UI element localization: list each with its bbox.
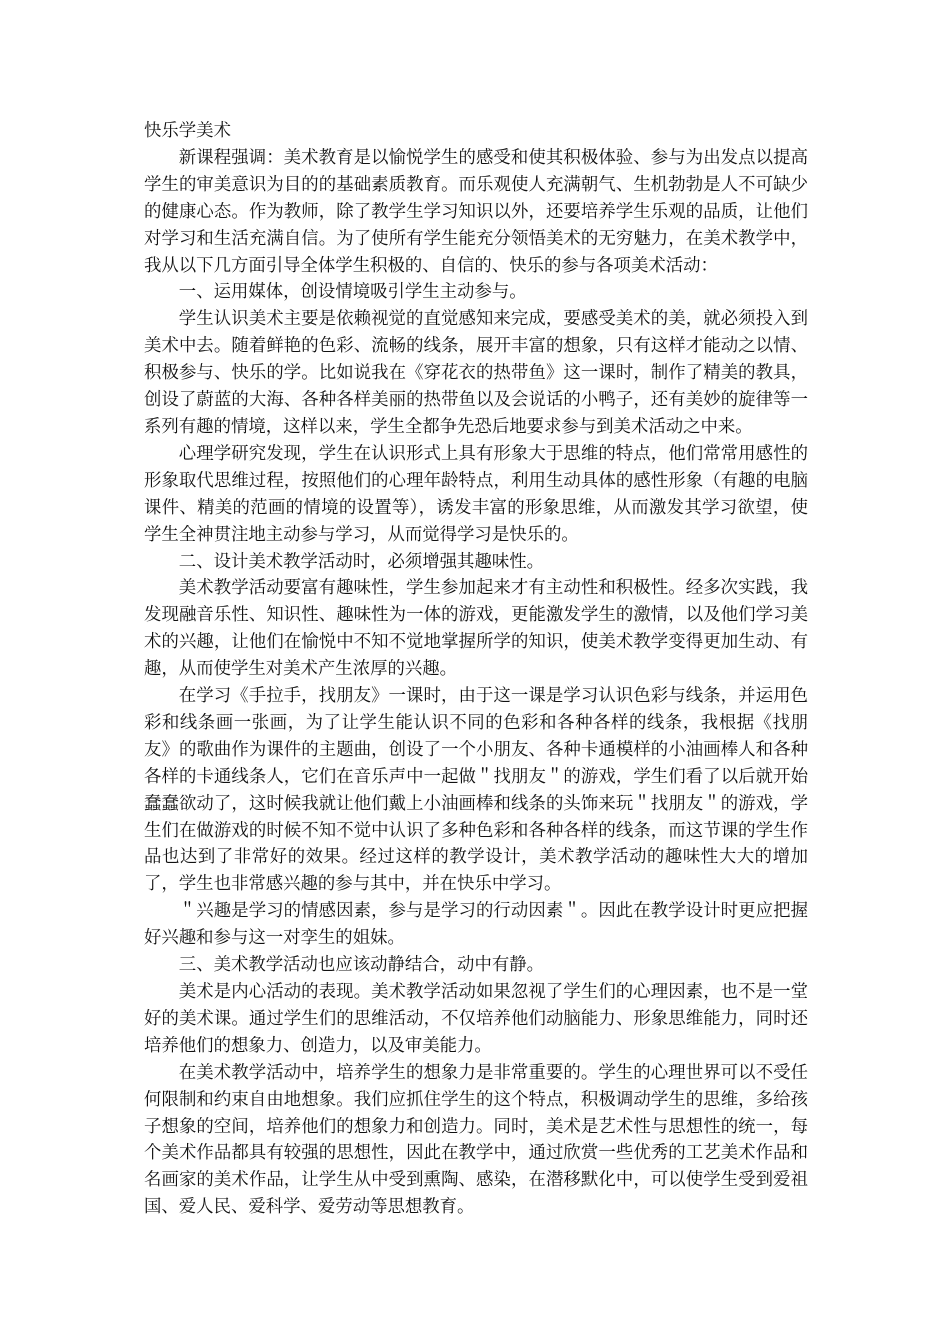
paragraph-imagination: 在美术教学活动中，培养学生的想象力是非常重要的。学生的心理世界可以不受任何限制和约束自由地想象。我们应抓住学生的这个特点，积极调动学生的思维，多给孩子想象的空间，培养他们的想象力和创造力。同时，美术是艺术性与思想性的统一，每个美术作品都具有较强的思想性，因此在教学中，通过欣赏一些优秀的工艺美术作品和名画家的美术作品，让学生从中受到熏陶、感染，在潜移默化中，可以使学生受到爱祖国、爱人民、爱科学、爱劳动等思想教育。 bbox=[144, 1062, 808, 1218]
paragraph-find-friends: 在学习《手拉手，找朋友》一课时，由于这一课是学习认识色彩与线条，并运用色彩和线条画一张画，为了让学生能认识不同的色彩和各种各样的线条，我根据《找朋友》的歌曲作为课件的主题曲，创设了一个小朋友、各种卡通模样的小油画棒人和各种各样的卡通线条人，它们在音乐声中一起做＂找朋友＂的游戏，学生们看了以后就开始蠢蠢欲动了，这时候我就让他们戴上小油画棒和线条的头饰来玩＂找朋友＂的游戏，学生们在做游戏的时候不知不觉中认识了多种色彩和各种各样的线条，而这节课的学生作品也达到了非常好的效果。经过这样的教学设计，美术教学活动的趣味性大大的增加了，学生也非常感兴趣的参与其中，并在快乐中学习。 bbox=[144, 686, 808, 895]
paragraph-inner-activity: 美术是内心活动的表现。美术教学活动如果忽视了学生们的心理因素，也不是一堂好的美术课。通过学生们的思维活动，不仅培养他们动脑能力、形象思维能力，同时还培养他们的想象力、创造力，以及审美能力。 bbox=[144, 982, 808, 1056]
paragraph-fun: 美术教学活动要富有趣味性，学生参加起来才有主动性和积极性。经多次实践，我发现融音乐性、知识性、趣味性为一体的游戏，更能激发学生的激情，以及他们学习美术的兴趣，让他们在愉悦中不知不觉地掌握所学的知识，使美术教学变得更加生动、有趣，从而使学生对美术产生浓厚的兴趣。 bbox=[144, 578, 808, 680]
paragraph-psychology: 心理学研究发现，学生在认识形式上具有形象大于思维的特点，他们常常用感性的形象取代思维过程，按照他们的心理年龄特点，利用生动具体的感性形象（有趣的电脑课件、精美的范画的情境的设置等），诱发丰富的形象思维，从而激发其学习欲望，使学生全神贯注地主动参与学习，从而觉得学习是快乐的。 bbox=[144, 443, 808, 545]
section-heading-2: 二、设计美术教学活动时，必须增强其趣味性。 bbox=[178, 551, 545, 572]
paragraph-media: 学生认识美术主要是依赖视觉的直觉感知来完成，要感受美术的美，就必须投入到美术中去。随着鲜艳的色彩、流畅的线条，展开丰富的想象，只有这样才能动之以情、积极参与、快乐的学。比如说我在《穿花衣的热带鱼》这一课时，制作了精美的教具，创设了蔚蓝的大海、各种各样美丽的热带鱼以及会说话的小鸭子，还有美妙的旋律等一系列有趣的情境，这样以来，学生全都争先恐后地要求参与到美术活动之中来。 bbox=[144, 309, 808, 437]
document-page bbox=[144, 118, 808, 1221]
section-heading-1: 一、运用媒体，创设情境吸引学生主动参与。 bbox=[178, 282, 527, 303]
paragraph-interest: ＂兴趣是学习的情感因素，参与是学习的行动因素＂。因此在教学设计时更应把握好兴趣和参与这一对孪生的姐妹。 bbox=[144, 901, 808, 949]
section-heading-3: 三、美术教学活动也应该动静结合，动中有静。 bbox=[178, 955, 545, 976]
paragraph-intro: 新课程强调：美术教育是以愉悦学生的感受和使其积极体验、参与为出发点以提高学生的审美意识为目的的基础素质教育。而乐观使人充满朝气、生机勃勃是人不可缺少的健康心态。作为教师，除了教学生学习知识以外，还要培养学生乐观的品质，让他们对学习和生活充满自信。为了使所有学生能充分领悟美术的无穷魅力，在美术教学中，我从以下几方面引导全体学生积极的、自信的、快乐的参与各项美术活动： bbox=[144, 147, 808, 276]
document-title: 快乐学美术 bbox=[144, 121, 231, 141]
